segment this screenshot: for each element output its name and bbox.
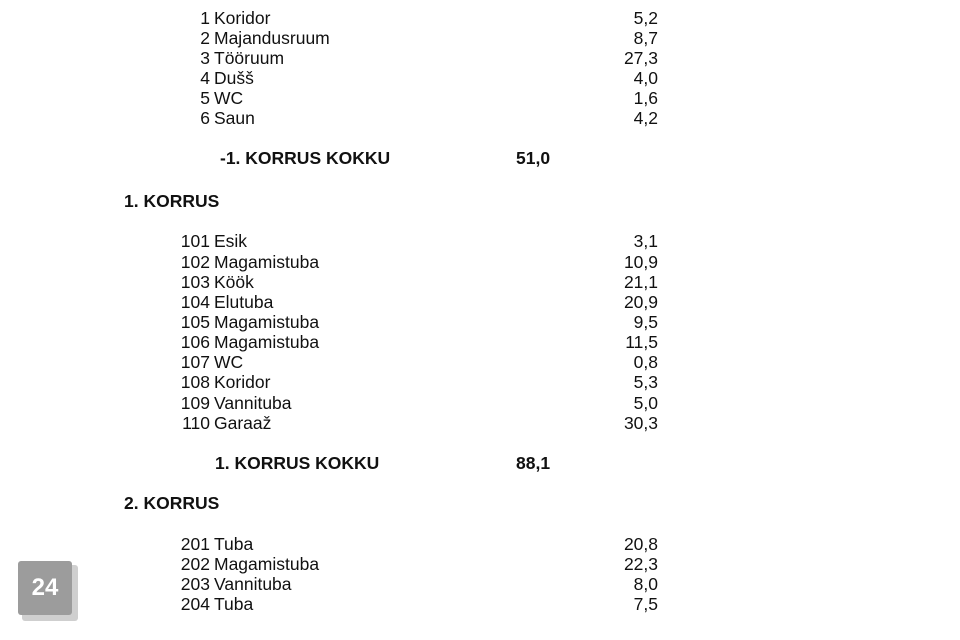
room-area: 1,6 [633, 88, 658, 108]
room-number: 204 [180, 594, 210, 614]
table-row [0, 8, 960, 28]
table-row [0, 574, 960, 594]
table-row [0, 28, 960, 48]
room-number: 4 [200, 68, 210, 88]
table-row [0, 352, 960, 372]
room-number: 6 [200, 108, 210, 128]
total-value: 88,1 [516, 453, 551, 473]
room-name: Magamistuba [214, 554, 320, 574]
table-row [0, 88, 960, 108]
room-name: Vannituba [214, 574, 292, 594]
room-area: 9,5 [633, 312, 658, 332]
section-title: 2. KORRUS [124, 493, 220, 513]
room-name: Vannituba [214, 393, 292, 413]
room-area: 5,2 [633, 8, 658, 28]
table-row [0, 231, 960, 251]
room-area: 22,3 [623, 554, 658, 574]
room-name: Saun [214, 108, 255, 128]
page-badge [18, 561, 78, 621]
badge-label: 24 [18, 561, 72, 615]
room-number: 109 [180, 393, 210, 413]
room-name: Köök [214, 272, 254, 292]
room-number: 105 [180, 312, 210, 332]
section-heading [0, 493, 960, 513]
room-number: 108 [180, 372, 210, 392]
section-title: 1. KORRUS [124, 191, 220, 211]
room-name: Magamistuba [214, 312, 320, 332]
room-area: 8,7 [633, 28, 658, 48]
room-number: 3 [200, 48, 210, 68]
table-row [0, 312, 960, 332]
room-number: 203 [180, 574, 210, 594]
room-area: 20,9 [623, 292, 658, 312]
room-number: 5 [200, 88, 210, 108]
room-area: 20,8 [623, 534, 658, 554]
room-number: 104 [180, 292, 210, 312]
room-name: Esik [214, 231, 248, 251]
room-name: Dušš [214, 68, 254, 88]
room-name: Magamistuba [214, 332, 320, 352]
room-number: 106 [180, 332, 210, 352]
room-area: 11,5 [625, 332, 658, 352]
room-number: 103 [180, 272, 210, 292]
room-name: Magamistuba [214, 252, 320, 272]
room-name: Tuba [214, 534, 254, 554]
room-number: 102 [180, 252, 210, 272]
section-heading [0, 191, 960, 211]
room-area: 27,3 [623, 48, 658, 68]
table-row [0, 332, 960, 352]
room-number: 2 [200, 28, 210, 48]
table-row [0, 594, 960, 614]
room-area: 4,0 [633, 68, 658, 88]
room-name: WC [214, 88, 244, 108]
table-row [0, 108, 960, 128]
room-name: Majandusruum [214, 28, 330, 48]
table-row [0, 393, 960, 413]
room-area: 8,0 [633, 574, 658, 594]
table-row [0, 252, 960, 272]
room-number: 107 [180, 352, 210, 372]
room-name: Tööruum [214, 48, 285, 68]
room-name: Koridor [214, 372, 271, 392]
table-row [0, 48, 960, 68]
room-name: Tuba [214, 594, 254, 614]
total-value: 51,0 [516, 148, 551, 168]
room-area: 5,0 [633, 393, 658, 413]
room-number: 202 [180, 554, 210, 574]
room-name: WC [214, 352, 244, 372]
room-area: 5,3 [633, 372, 658, 392]
total-row [0, 453, 960, 473]
table-row [0, 292, 960, 312]
room-number: 1 [200, 8, 210, 28]
table-row [0, 68, 960, 88]
total-label: -1. KORRUS KOKKU [220, 148, 391, 168]
room-area: 3,1 [633, 231, 658, 251]
room-area: 10,9 [623, 252, 658, 272]
table-row [0, 534, 960, 554]
room-area: 0,8 [633, 352, 658, 372]
room-number: 101 [180, 231, 210, 251]
room-number: 201 [180, 534, 210, 554]
room-number: 110 [182, 413, 210, 433]
table-row [0, 413, 960, 433]
total-row [0, 148, 960, 168]
table-row [0, 272, 960, 292]
room-area: 4,2 [633, 108, 658, 128]
table-row [0, 554, 960, 574]
room-name: Garaaž [214, 413, 272, 433]
room-name: Koridor [214, 8, 271, 28]
room-area: 21,1 [623, 272, 658, 292]
table-row [0, 372, 960, 392]
room-area: 30,3 [623, 413, 658, 433]
room-name: Elutuba [214, 292, 274, 312]
room-area: 7,5 [633, 594, 658, 614]
total-label: 1. KORRUS KOKKU [215, 453, 380, 473]
